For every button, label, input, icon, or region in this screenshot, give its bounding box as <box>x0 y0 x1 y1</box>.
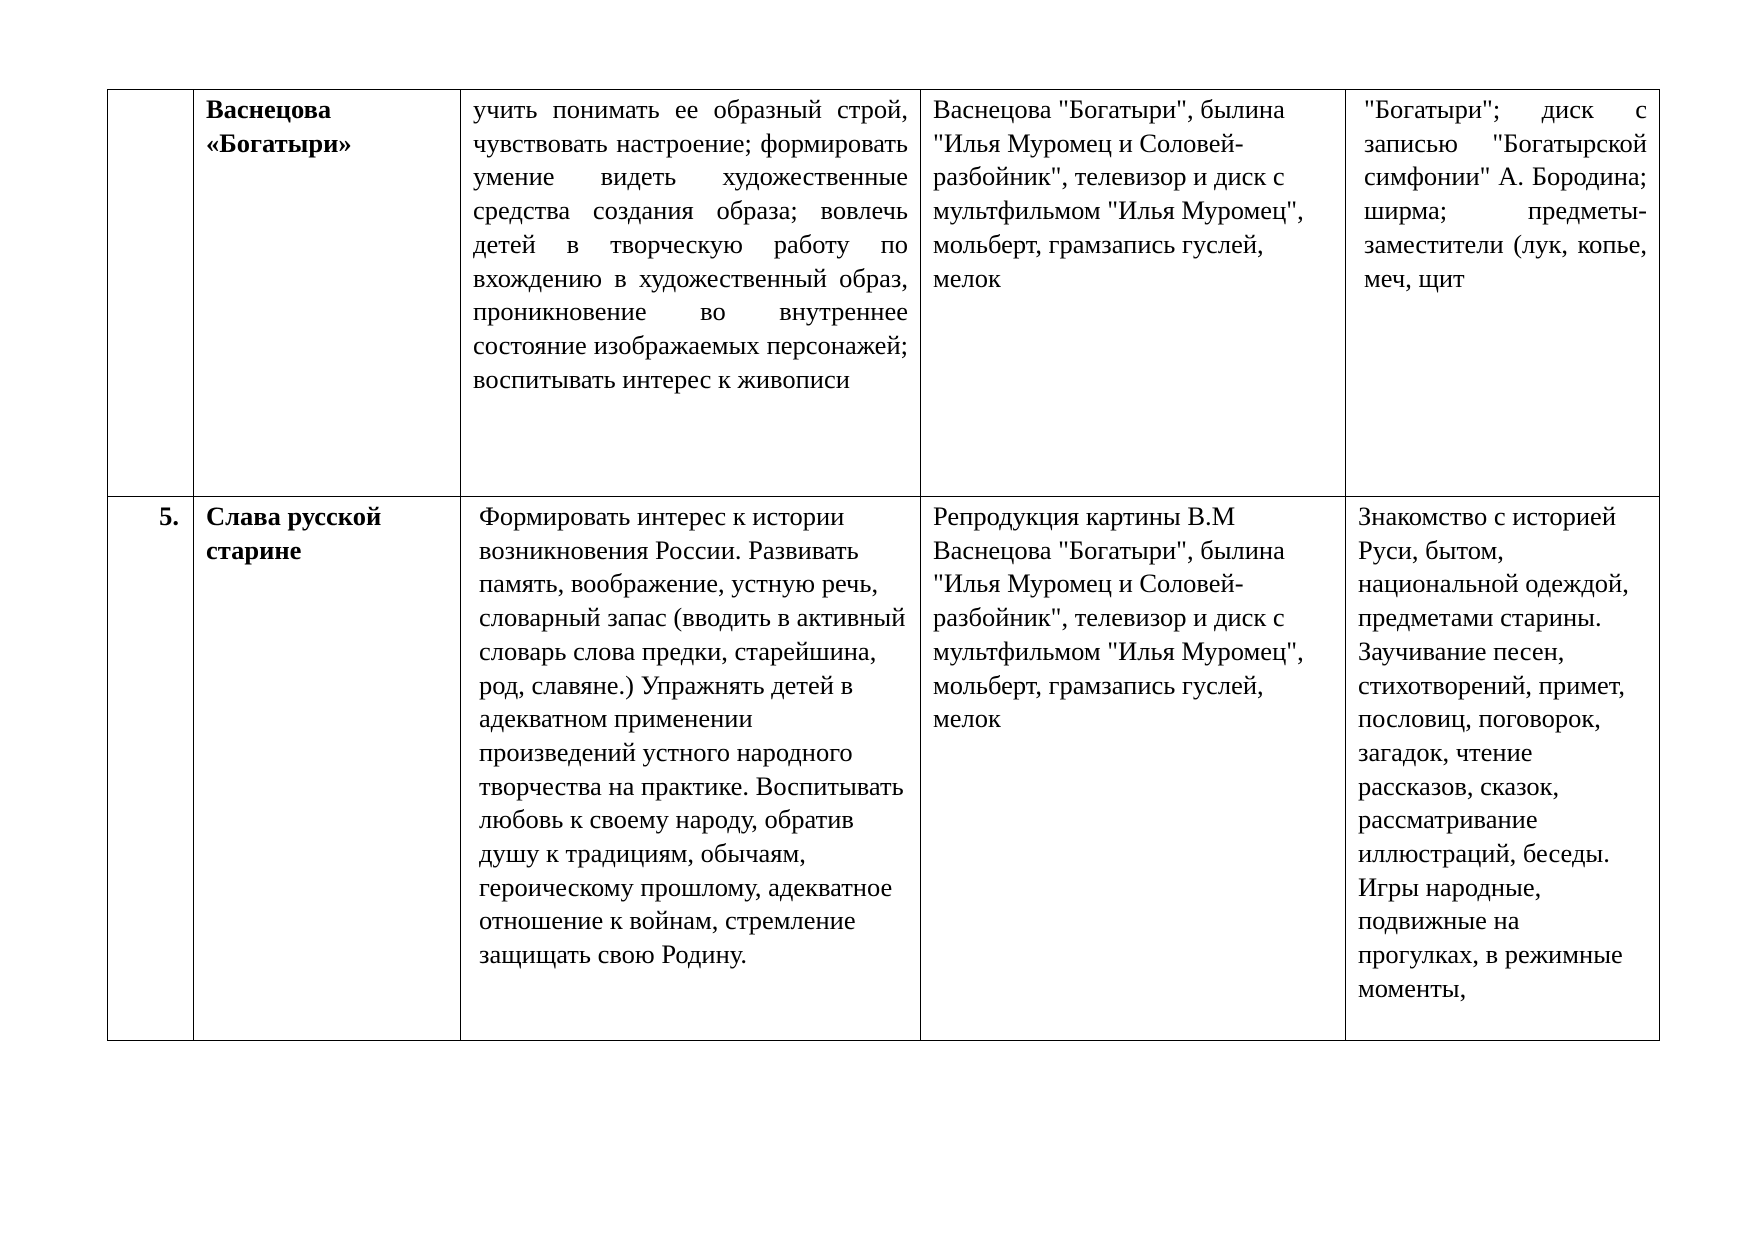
table-row <box>108 497 1660 1041</box>
work-cell: "Богатыри"; диск с записью "Богатырской симфонии" А. Бородина; ширма; предметы-заместители (лук, копье, меч, щит <box>1346 90 1660 497</box>
row-number-cell: 5. <box>108 497 194 1041</box>
goals-cell: Формировать интерес к истории возникновения России. Развивать память, воображение, устную речь, словарный запас (вводить в активный словарь слова предки, старейшина, род, славяне.) Упражнять детей в адекватном применении произведений устного народного творчества на практике. Воспитывать любовь к своему народу, обратив душу к традициям, обычаям, героическому прошлому, адекватное отношение к войнам, стремление защищать свою Родину. <box>461 497 921 1041</box>
goals-cell: учить понимать ее образный строй, чувствовать настроение; формировать умение видеть художественные средства создания образа; вовлечь детей в творческую работу по вхождению в художественный образ, проникновение во внутреннее состояние изображаемых персонажей; воспитывать интерес к живописи <box>461 90 921 497</box>
row-number-cell <box>108 90 194 497</box>
topic-cell: Слава русской старине <box>194 497 461 1041</box>
work-cell: Знакомство с историей Руси, бытом, национальной одеждой, предметами старины. Заучивание песен, стихотворений, примет, пословиц, поговорок, загадок, чтение рассказов, сказок, рассматривание иллюстраций, беседы. Игры народные, подвижные на прогулках, в режимные моменты, <box>1346 497 1660 1041</box>
topic-cell: Васнецова «Богатыри» <box>194 90 461 497</box>
lesson-plan-table <box>107 89 1660 1041</box>
table-row <box>108 90 1660 497</box>
materials-cell: Репродукция картины В.М Васнецова "Богатыри", былина "Илья Муромец и Соловей-разбойник", телевизор и диск с мультфильмом "Илья Муромец", мольберт, грамзапись гуслей, мелок <box>921 497 1346 1041</box>
materials-cell: Васнецова "Богатыри", былина "Илья Муромец и Соловей-разбойник", телевизор и диск с мультфильмом "Илья Муромец", мольберт, грамзапись гуслей, мелок <box>921 90 1346 497</box>
